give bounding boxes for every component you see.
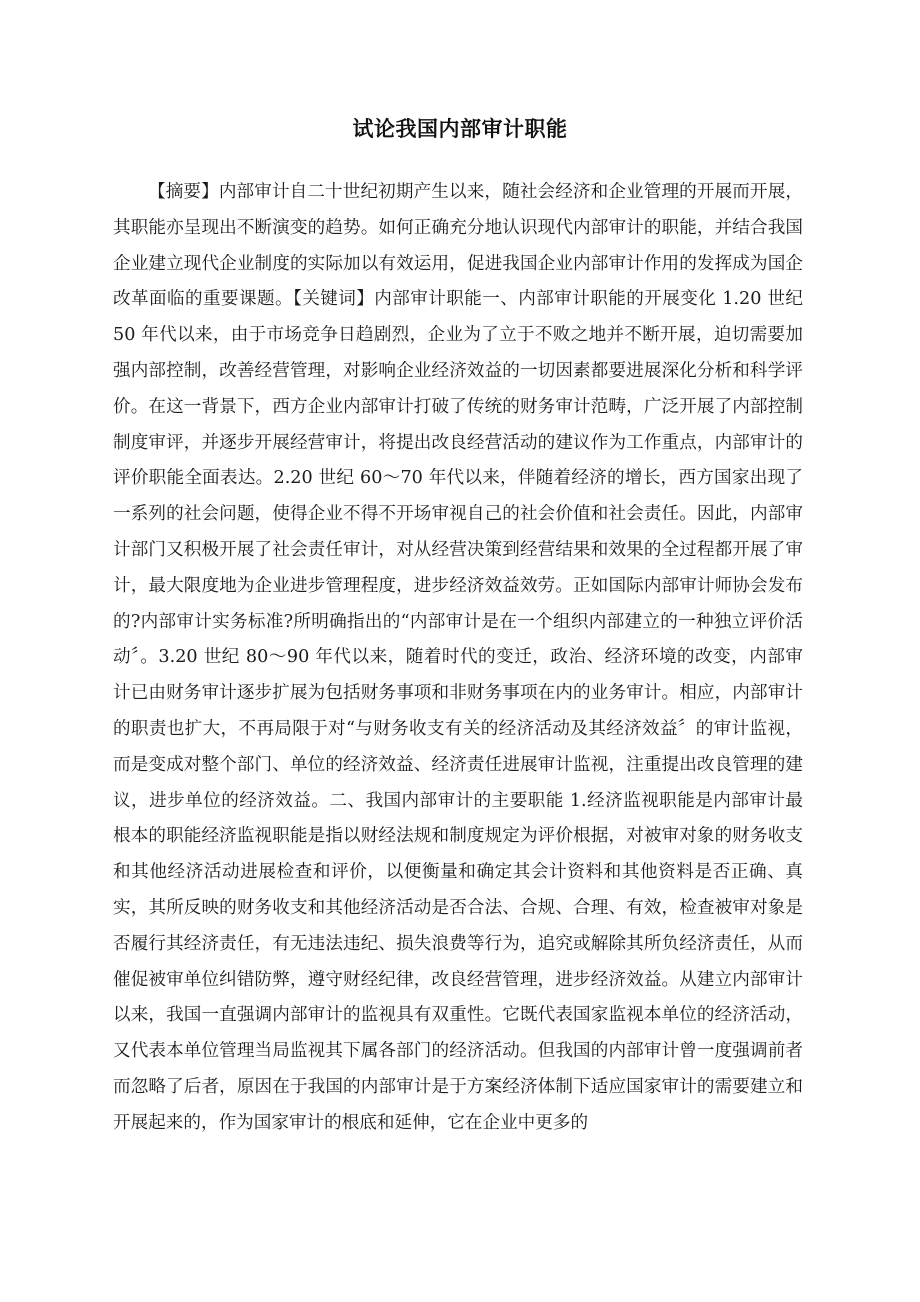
document-body-paragraph: 【摘要】内部审计自二十世纪初期产生以来，随社会经济和企业管理的开展而开展，其职能亦呈现出不断演变的趋势。如何正确充分地认识现代内部审计的职能，并结合我国企业建立现代企业制度的实际加以有效运用，促进我国企业内部审计作用的发挥成为国企改革面临的重要课题。【关键词】内部审计职能一、内部审计职能的开展变化 1.20 世纪 50 年代以来，由于市场竞争日趋剧烈，企业为了立于不败之地并不断开展，迫切需要加强内部控制，改善经营管理，对影响企业经济效益的一切因素都要进展深化分析和科学评价。在这一背景下，西方企业内部审计打破了传统的财务审计范畴，广泛开展了内部控制制度审评，并逐步开展经营审计，将提出改良经营活动的建议作为工作重点，内部审计的评价职能全面表达。2.20 世纪 60～70 年代以来，伴随着经济的增长，西方国家出现了一系列的社会问题，使得企业不得不开场审视自己的社会价值和社会责任。因此，内部审计部门又积极开展了社会责任审计，对从经营决策到经营结果和效果的全过程都开展了审计，最大限度地为企业进步管理程度，进步经济效益效劳。正如国际内部审计师协会发布的?内部审计实务标准?所明确指出的“内部审计是在一个组织内部建立的一种独立评价活动〞。3.20 世纪 80～90 年代以来，随着时代的变迁，政治、经济环境的改变，内部审计已由财务审计逐步扩展为包括财务事项和非财务事项在内的业务审计。相应，内部审计的职责也扩大，不再局限于对“与财务收支有关的经济活动及其经济效益〞的审计监视，而是变成对整个部门、单位的经济效益、经济责任进展审计监视，注重提出改良管理的建议，进步单位的经济效益。二、我国内部审计的主要职能 1.经济监视职能是内部审计最根本的职能经济监视职能是指以财经法规和制度规定为评价根据，对被审对象的财务收支和其他经济活动进展检查和评价，以便衡量和确定其会计资料和其他资料是否正确、真实，其所反映的财务收支和其他经济活动是否合法、合规、合理、有效，检查被审对象是否履行其经济责任，有无违法违纪、损失浪费等行为，追究或解除其所负经济责任，从而催促被审单位纠错防弊，遵守财经纪律，改良经营管理，进步经济效益。从建立内部审计以来，我国一直强调内部审计的监视具有双重性。它既代表国家监视本单位的经济活动，又代表本单位管理当局监视其下属各部门的经济活动。但我国的内部审计曾一度强调前者而忽略了后者，原因在于我国的内部审计是于方案经济体制下适应国家审计的需要建立和开展起来的，作为国家审计的根底和延伸，它在企业中更多的 <box>113 182 803 1133</box>
document-title: 试论我国内部审计职能 <box>352 116 568 141</box>
